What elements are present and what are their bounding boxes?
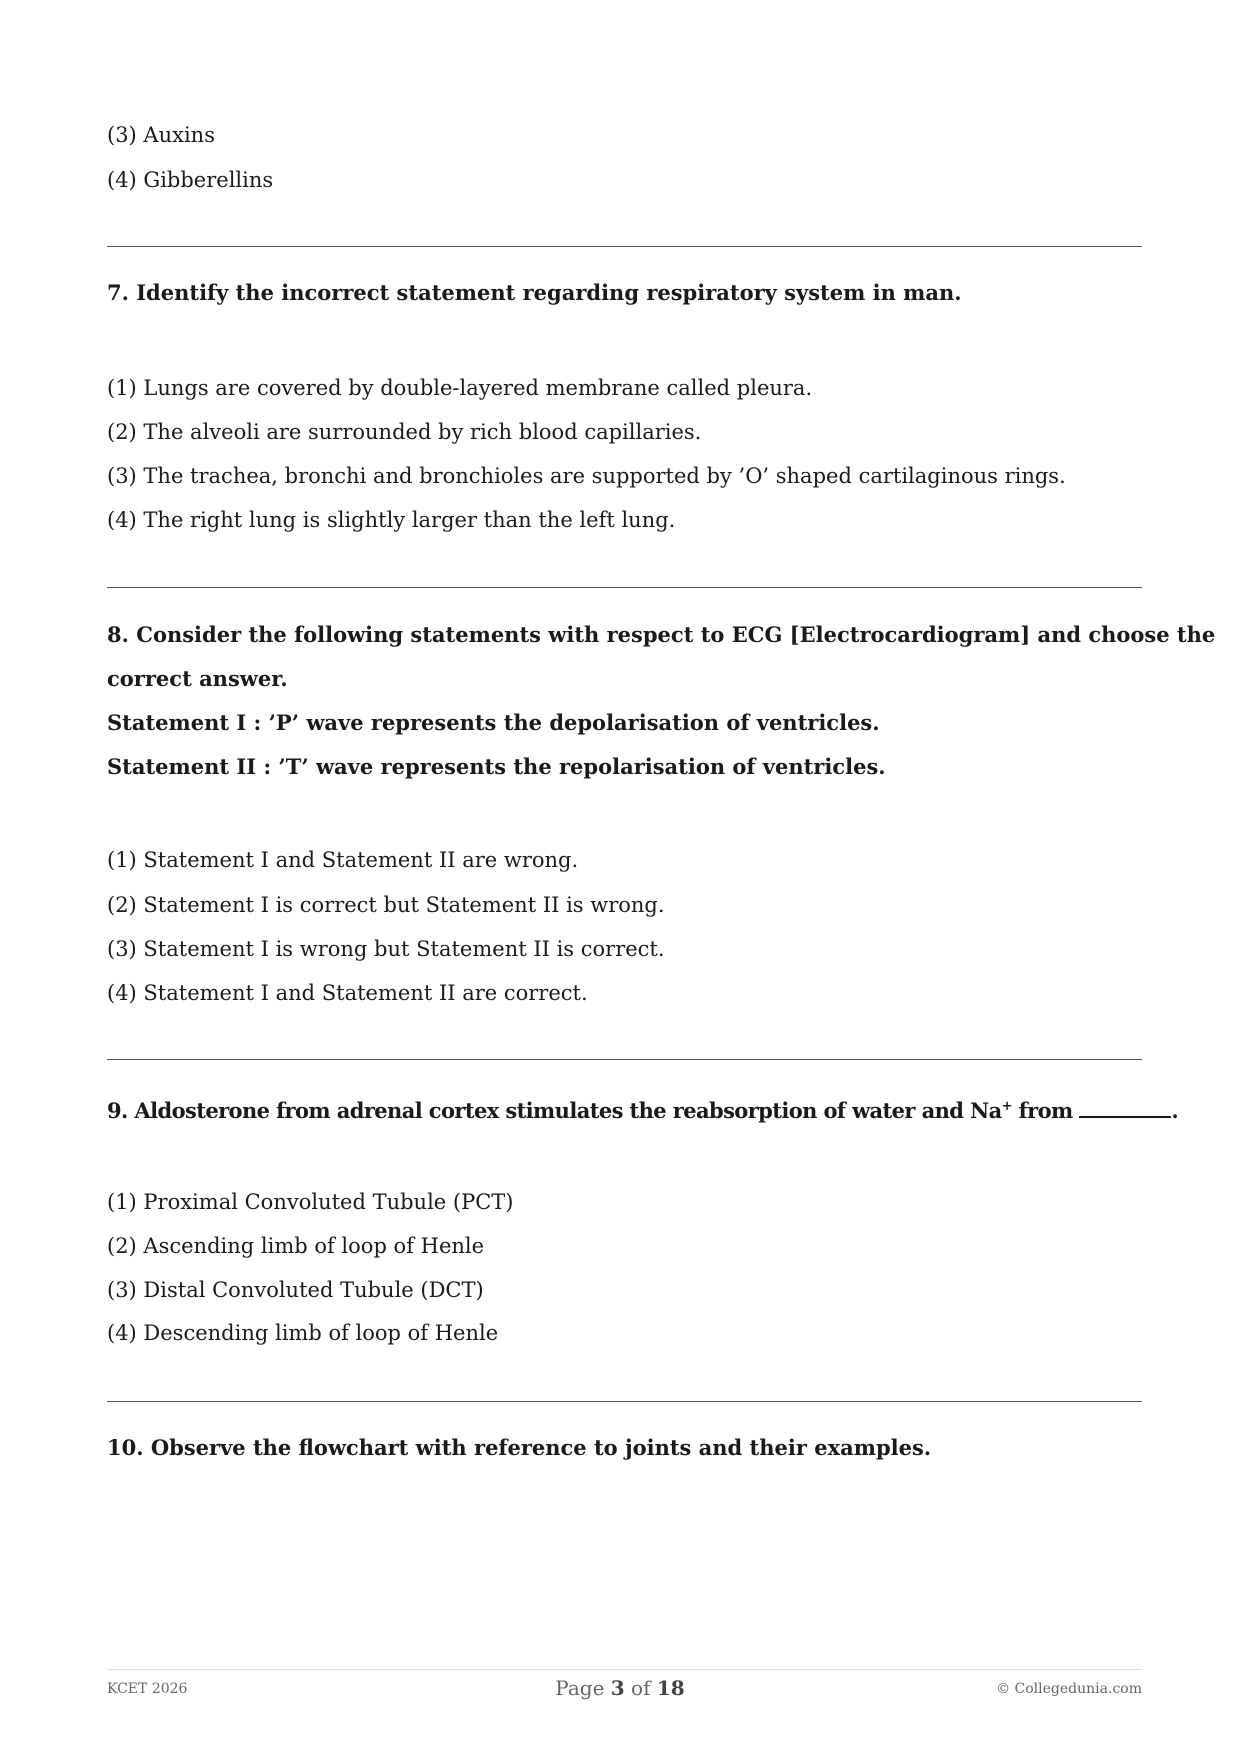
option: (4) Gibberellins bbox=[107, 168, 274, 192]
footer-copyright: © Collegedunia.com bbox=[996, 1681, 1142, 1697]
question-10: 10. Observe the flowchart with reference to joints and their examples. bbox=[107, 1435, 932, 1460]
question-9-text: 9. Aldosterone from adrenal cortex stimulates the reabsorption of water and Na bbox=[107, 1098, 1002, 1123]
answer-blank bbox=[1079, 1096, 1171, 1118]
page-prefix: Page bbox=[555, 1676, 611, 1700]
option: (3) The trachea, bronchi and bronchioles are supported by ’O’ shaped cartilaginous rings. bbox=[107, 464, 1066, 488]
question-8: 8. Consider the following statements with respect to ECG [Electrocardiogram] and choose the bbox=[107, 622, 1216, 647]
option: (1) Proximal Convoluted Tubule (PCT) bbox=[107, 1190, 514, 1214]
question-9-end: . bbox=[1171, 1098, 1179, 1123]
option: (4) The right lung is slightly larger than the left lung. bbox=[107, 508, 676, 532]
footer-divider bbox=[107, 1669, 1142, 1670]
option: (2) Ascending limb of loop of Henle bbox=[107, 1234, 485, 1258]
option: (3) Auxins bbox=[107, 123, 215, 147]
question-8-cont: correct answer. bbox=[107, 666, 288, 691]
option: (2) Statement I is correct but Statement II is wrong. bbox=[107, 893, 665, 917]
option: (2) The alveoli are surrounded by rich blood capillaries. bbox=[107, 420, 702, 444]
divider bbox=[107, 1401, 1142, 1402]
divider bbox=[107, 246, 1142, 247]
option: (1) Lungs are covered by double-layered membrane called pleura. bbox=[107, 376, 813, 400]
option: (3) Statement I is wrong but Statement II is correct. bbox=[107, 937, 665, 961]
question-9-from: from bbox=[1011, 1098, 1080, 1123]
option: (4) Descending limb of loop of Henle bbox=[107, 1321, 499, 1345]
option: (3) Distal Convoluted Tubule (DCT) bbox=[107, 1278, 484, 1302]
question-9 bbox=[107, 1093, 1178, 1125]
statement-1: Statement I : ’P’ wave represents the depolarisation of ventricles. bbox=[107, 710, 880, 735]
page-total: 18 bbox=[656, 1676, 685, 1700]
divider bbox=[107, 587, 1142, 588]
footer-exam: KCET 2026 bbox=[107, 1681, 188, 1697]
divider bbox=[107, 1059, 1142, 1060]
page-current: 3 bbox=[610, 1676, 625, 1700]
option: (1) Statement I and Statement II are wrong. bbox=[107, 848, 579, 872]
option: (4) Statement I and Statement II are correct. bbox=[107, 981, 588, 1005]
superscript: + bbox=[1001, 1099, 1012, 1114]
statement-2: Statement II : ’T’ wave represents the repolarisation of ventricles. bbox=[107, 754, 886, 779]
page-mid: of bbox=[624, 1676, 657, 1700]
question-7: 7. Identify the incorrect statement regarding respiratory system in man. bbox=[107, 280, 962, 305]
